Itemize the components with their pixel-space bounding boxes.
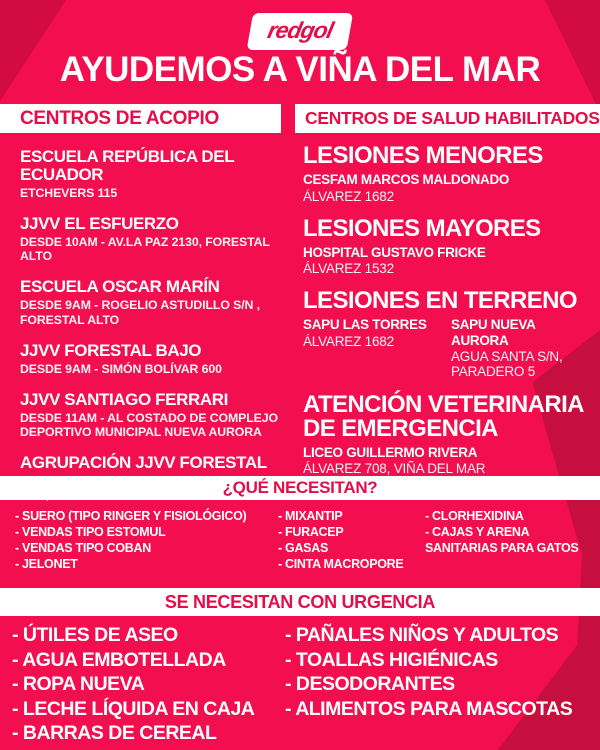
acopio-item	[20, 391, 282, 439]
acopio-header-label: CENTROS DE ACOPIO	[20, 107, 219, 129]
salud-section-title: LESIONES MENORES	[303, 142, 543, 169]
necesitan-column	[278, 508, 425, 572]
salud-section-title: LESIONES EN TERRENO	[303, 287, 577, 315]
necesitan-lists	[15, 508, 596, 572]
acopio-item-name: JJVV EL ESFUERZO	[20, 214, 179, 234]
salud-entry-address: ÁLVAREZ 708, VIÑA DEL MAR	[303, 461, 486, 477]
urgencia-item: - PAÑALES NIÑOS Y ADULTOS	[285, 624, 559, 646]
urgencia-item: - TOALLAS HIGIÉNICAS	[285, 648, 498, 671]
acopio-item	[20, 148, 282, 200]
acopio-item	[20, 342, 282, 376]
salud-entry-address: AGUA SANTA S/N, PARADERO 5	[451, 349, 563, 380]
acopio-item-name: JJVV SANTIAGO FERRARI	[20, 389, 228, 409]
salud-entry-place: HOSPITAL GUSTAVO FRICKE	[303, 244, 486, 260]
salud-list	[303, 144, 591, 489]
urgencia-item: - BARRAS DE CEREAL	[12, 722, 217, 744]
urgencia-item: - DESODORANTES	[285, 673, 455, 695]
acopio-item	[20, 215, 282, 263]
necesitan-item: - CAJAS Y ARENA SANITARIAS PARA GATOS	[425, 525, 579, 555]
salud-entry	[303, 245, 486, 277]
acopio-item-detail: DESDE 10AM - AV.LA PAZ 2130, FORESTAL ALTO	[20, 235, 270, 264]
acopio-item-detail: DESDE 11AM - AL COSTADO DE COMPLEJO DEPORTIVO MUNICIPAL NUEVA AURORA	[20, 410, 278, 440]
salud-entry-address: ÁLVAREZ 1532	[303, 261, 394, 277]
salud-entry	[303, 445, 485, 477]
urgencia-column	[285, 623, 596, 746]
page-title: AYUDEMOS A VIÑA DEL MAR	[59, 50, 541, 89]
acopio-item-detail: DESDE 9AM - SIMÓN BOLÍVAR 600	[20, 361, 222, 376]
salud-header-bar	[295, 104, 600, 133]
necesitan-item: - VENDAS TIPO ESTOMUL	[15, 525, 166, 539]
salud-section-title: ATENCIÓN VETERINARIA DE EMERGENCIA	[303, 390, 584, 442]
redgol-logo-text: redgol	[265, 17, 336, 43]
necesitan-item: - CINTA MACROPORE	[278, 557, 404, 571]
acopio-item-detail: ETCHEVERS 115	[20, 186, 118, 201]
necesitan-item: - VENDAS TIPO COBAN	[15, 541, 151, 555]
salud-entry-place: SAPU LAS TORRES	[303, 317, 427, 333]
urgencia-item: - ÚTILES DE ASEO	[12, 624, 178, 646]
urgencia-item: - AGUA EMBOTELLADA	[12, 648, 226, 671]
acopio-item-name: ESCUELA REPÚBLICA DEL ECUADOR	[20, 147, 234, 185]
acopio-list	[20, 148, 282, 518]
salud-header-label: CENTROS DE SALUD HABILITADOS	[305, 108, 600, 128]
salud-section-lesiones-mayores	[303, 214, 591, 277]
redgol-logo	[247, 13, 354, 50]
necesitan-item: - FURACEP	[278, 525, 344, 539]
salud-entry	[303, 317, 445, 379]
necesitan-item: - CLORHEXIDINA	[425, 509, 524, 523]
salud-entry-place: CESFAM MARCOS MALDONADO	[303, 172, 510, 187]
acopio-item	[20, 278, 282, 326]
necesitan-item: - JELONET	[15, 557, 78, 571]
acopio-item-name: ESCUELA OSCAR MARÍN	[20, 277, 220, 297]
urgencia-lists	[12, 623, 596, 746]
salud-entry-address: ÁLVAREZ 1682	[303, 333, 394, 349]
necesitan-item: - MIXANTIP	[278, 509, 343, 523]
salud-section-title: LESIONES MAYORES	[303, 214, 541, 242]
necesitan-header-bar	[0, 476, 600, 500]
acopio-item-detail: DESDE 9AM - ROGELIO ASTUDILLO S/N , FORESTAL ALTO	[20, 298, 260, 327]
salud-section-lesiones-menores	[303, 144, 591, 204]
urgencia-item: - ALIMENTOS PARA MASCOTAS	[285, 697, 573, 720]
salud-section-lesiones-en-terreno	[303, 289, 591, 379]
urgencia-column	[12, 623, 285, 746]
necesitan-column	[425, 508, 593, 572]
salud-entry-address: ÁLVAREZ 1682	[303, 188, 394, 204]
urgencia-item: - ROPA NUEVA	[12, 673, 145, 695]
acopio-item-name: AGRUPACIÓN JJVV FORESTAL	[20, 453, 267, 473]
salud-entry-place: LICEO GUILLERMO RIVERA	[303, 444, 478, 460]
necesitan-column	[15, 508, 278, 572]
necesitan-item: - GASAS	[278, 541, 328, 555]
salud-entry	[451, 317, 591, 379]
acopio-item-name: JJVV FORESTAL BAJO	[20, 340, 202, 360]
acopio-header-bar	[0, 104, 281, 133]
salud-entry-place: SAPU NUEVA AURORA	[451, 317, 536, 348]
salud-entry	[303, 172, 509, 204]
necesitan-header-label: ¿QUÉ NECESITAN?	[222, 478, 378, 497]
urgencia-header-bar	[0, 588, 600, 616]
urgencia-header-label: SE NECESITAN CON URGENCIA	[164, 591, 436, 612]
salud-section-atencion-veterinaria	[303, 390, 591, 477]
necesitan-item: - SUERO (TIPO RINGER Y FISIOLÓGICO)	[15, 509, 247, 523]
urgencia-item: - LECHE LÍQUIDA EN CAJA	[12, 697, 255, 720]
